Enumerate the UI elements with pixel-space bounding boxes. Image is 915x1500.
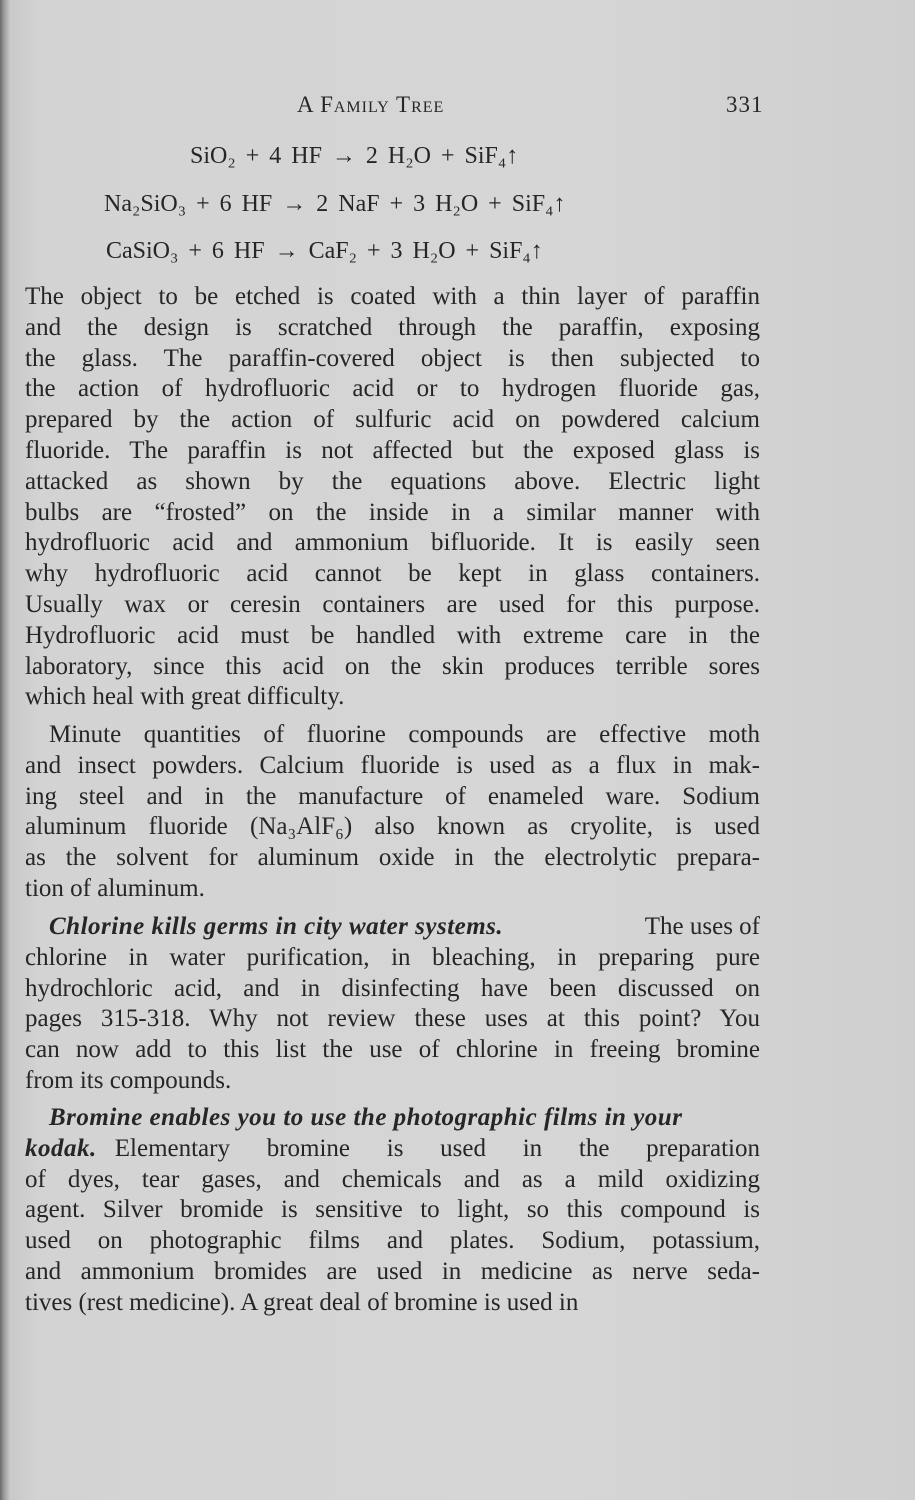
text-line: as the solvent for aluminum oxide in the electrolytic prepara- xyxy=(25,844,760,872)
paragraph xyxy=(25,1103,760,1319)
text-line: Minute quantities of fluorine compounds are effective moth xyxy=(49,721,760,748)
text-line: tion of aluminum. xyxy=(25,874,205,902)
text-line: fluoride. The paraffin is not affected but the exposed glass is xyxy=(25,436,760,464)
text-line xyxy=(25,1134,760,1165)
text-line: of dyes, tear gases, and chemicals and as a mild oxidizing xyxy=(25,1165,760,1193)
text-line: bulbs are “frosted” on the inside in a similar manner with xyxy=(25,498,760,526)
equation: CaSiO₃ + 6 HF → CaF₂ + 3 H₂O + SiF₄↑ xyxy=(106,238,543,264)
text-run: The uses of xyxy=(644,913,760,940)
paragraph xyxy=(25,912,760,1097)
text-line: the glass. The paraffin-covered object is then subjected to xyxy=(25,344,760,372)
text-line: agent. Silver bromide is sensitive to light, so this compound is xyxy=(25,1196,760,1224)
text-line: laboratory, since this acid on the skin produces terrible sores xyxy=(25,652,760,680)
equation: SiO₂ + 4 HF → 2 H₂O + SiF₄↑ xyxy=(190,143,519,169)
text-line: from its compounds. xyxy=(25,1066,232,1094)
paragraph-lead: Bromine enables you to use the photographic films in your xyxy=(49,1104,683,1131)
text-line: attacked as shown by the equations above. Electric light xyxy=(25,467,760,495)
text-line: Hydrofluoric acid must be handled with extreme care in the xyxy=(25,621,760,649)
equation: Na₂SiO₃ + 6 HF → 2 NaF + 3 H₂O + SiF₄↑ xyxy=(104,191,566,217)
text-line: can now add to this list the use of chlorine in freeing bromine xyxy=(25,1036,760,1064)
paragraph xyxy=(25,720,760,905)
text-line xyxy=(25,912,760,943)
paragraph xyxy=(25,282,760,713)
text-line: The object to be etched is coated with a thin layer of paraffin xyxy=(25,283,760,310)
text-line: prepared by the action of sulfuric acid on powdered calcium xyxy=(25,406,760,434)
text-line: pages 315-318. Why not review these uses at this point? You xyxy=(25,1005,760,1033)
paragraph-lead: Chlorine kills germs in city water systems. xyxy=(49,913,504,940)
text-line: why hydrofluoric acid cannot be kept in glass containers. xyxy=(25,560,760,588)
text-line: and the design is scratched through the paraffin, exposing xyxy=(25,313,760,341)
running-title: A Family Tree xyxy=(297,92,445,117)
text-line: ing steel and in the manufacture of enameled ware. Sodium xyxy=(25,782,760,810)
text-line: and insect powders. Calcium fluoride is used as a flux in mak- xyxy=(25,751,760,779)
text-run: Elementary bromine is used in the preparation xyxy=(114,1134,760,1162)
text-line: chlorine in water purification, in bleaching, in preparing pure xyxy=(25,943,760,971)
paragraph-lead: kodak. xyxy=(25,1134,97,1162)
text-line: hydrochloric acid, and in disinfecting have been discussed on xyxy=(25,974,760,1002)
page-number: 331 xyxy=(726,92,764,117)
text-line: the action of hydrofluoric acid or to hydrogen fluoride gas, xyxy=(25,375,760,403)
text-line: tives (rest medicine). A great deal of bromine is used in xyxy=(25,1288,579,1316)
text-line: Usually wax or ceresin containers are used for this purpose. xyxy=(25,590,760,618)
text-line: which heal with great difficulty. xyxy=(25,683,345,711)
text-line: and ammonium bromides are used in medicine as nerve seda- xyxy=(25,1257,760,1285)
text-line: aluminum fluoride (Na₃AlF₆) also known as cryolite, is used xyxy=(25,813,760,841)
text-line xyxy=(25,1103,760,1134)
text-line: hydrofluoric acid and ammonium bifluoride. It is easily seen xyxy=(25,529,760,557)
text-line: used on photographic films and plates. Sodium, potassium, xyxy=(25,1227,760,1255)
